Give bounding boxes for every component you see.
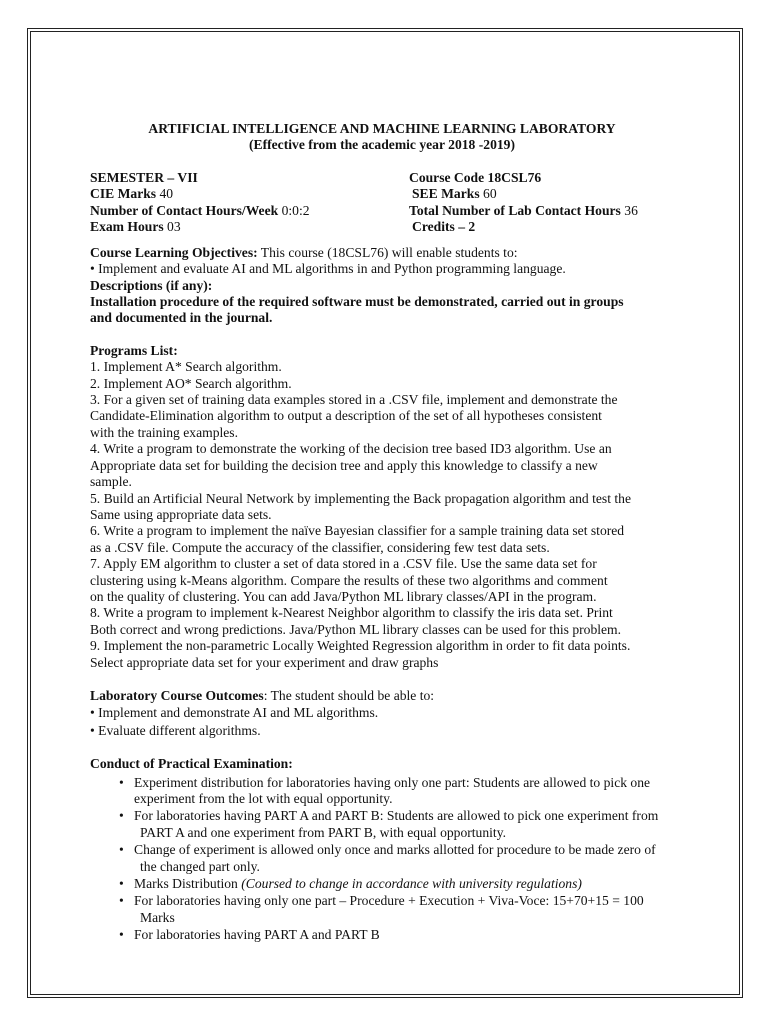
objective-bullet: • Implement and evaluate AI and ML algorithms in and Python programming language. bbox=[90, 261, 566, 277]
list-item: • For laboratories having PART A and PART B: Students are allowed to pick one experiment from PART A and one experiment from PART B, with equal opportunity. bbox=[119, 808, 659, 840]
bullet-icon: • bbox=[119, 893, 124, 909]
bullet-icon: • bbox=[119, 927, 124, 943]
list-item: • Change of experiment is allowed only once and marks allotted for procedure to be made zero of the changed part only. bbox=[119, 842, 656, 874]
outcome-bullet: • Implement and demonstrate AI and ML algorithms. bbox=[90, 705, 379, 721]
list-item: • For laboratories having PART A and PART B bbox=[119, 927, 380, 943]
programs-heading: Programs List: bbox=[90, 342, 178, 358]
bullet-icon: • bbox=[119, 808, 124, 824]
meta-row bbox=[90, 170, 690, 186]
outcomes-section bbox=[90, 688, 690, 739]
program-line: sample. bbox=[90, 474, 132, 490]
list-item: • Experiment distribution for laboratories having only one part: Students are allowed to pick one experiment from the lot with equal opportunity. bbox=[119, 774, 651, 806]
list-item: • For laboratories having only one part – Procedure + Execution + Viva-Voce: 15+70+15 = 100 Marks bbox=[119, 893, 644, 925]
program-line: 7. Apply EM algorithm to cluster a set of data stored in a .CSV file. Use the same data set for bbox=[90, 556, 597, 572]
see-marks: SEE Marks 60 bbox=[412, 186, 497, 202]
programs-section bbox=[90, 343, 690, 671]
program-line: 8. Write a program to implement k-Nearest Neighbor algorithm to classify the iris data set. Print bbox=[90, 605, 613, 621]
program-line: 4. Write a program to demonstrate the working of the decision tree based ID3 algorithm. Use an bbox=[90, 441, 612, 457]
programs-list bbox=[90, 359, 690, 671]
objectives-line: Course Learning Objectives: This course (18CSL76) will enable students to: bbox=[90, 244, 518, 260]
cie-marks: CIE Marks 40 bbox=[90, 186, 174, 202]
document-page bbox=[90, 121, 690, 944]
program-line: clustering using k-Means algorithm. Compare the results of these two algorithms and comment bbox=[90, 572, 608, 588]
objectives-section bbox=[90, 245, 690, 327]
meta-row bbox=[90, 219, 690, 235]
meta-row bbox=[90, 203, 690, 219]
program-line: Appropriate data set for building the decision tree and apply this knowledge to classify a new bbox=[90, 457, 598, 473]
program-line: 9. Implement the non-parametric Locally Weighted Regression algorithm in order to fit data points. bbox=[90, 638, 631, 654]
course-meta bbox=[90, 170, 690, 236]
program-line: 3. For a given set of training data examples stored in a .CSV file, implement and demonstrate the bbox=[90, 392, 618, 408]
bullet-icon: • bbox=[119, 842, 124, 858]
program-line: 2. Implement AO* Search algorithm. bbox=[90, 375, 292, 391]
program-line: 6. Write a program to implement the naïve Bayesian classifier for a sample training data set stored bbox=[90, 523, 625, 539]
lab-contact-hours: Total Number of Lab Contact Hours 36 bbox=[409, 202, 638, 218]
program-line: Same using appropriate data sets. bbox=[90, 506, 272, 522]
program-line: on the quality of clustering. You can add Java/Python ML library classes/API in the program. bbox=[90, 588, 597, 604]
conduct-section bbox=[90, 756, 690, 943]
program-line: Select appropriate data set for your experiment and draw graphs bbox=[90, 654, 439, 670]
course-code: Course Code 18CSL76 bbox=[409, 169, 542, 185]
subtitle-line: (Effective from the academic year 2018 -2019) bbox=[249, 137, 515, 153]
conduct-heading: Conduct of Practical Examination: bbox=[90, 756, 293, 772]
outcomes-line: Laboratory Course Outcomes: The student should be able to: bbox=[90, 687, 435, 703]
bullet-icon: • bbox=[119, 774, 124, 790]
exam-hours: Exam Hours 03 bbox=[90, 219, 181, 234]
document-title bbox=[82, 121, 682, 154]
description-text: and documented in the journal. bbox=[90, 310, 273, 326]
program-line: Candidate-Elimination algorithm to output a description of the set of all hypotheses consistent bbox=[90, 408, 602, 424]
outcome-bullet: • Evaluate different algorithms. bbox=[90, 722, 261, 738]
semester-label: SEMESTER – VII bbox=[90, 169, 198, 185]
conduct-list bbox=[90, 775, 690, 944]
program-line: 5. Build an Artificial Neural Network by implementing the Back propagation algorithm and test the bbox=[90, 490, 631, 506]
program-line: with the training examples. bbox=[90, 424, 238, 440]
bullet-icon: • bbox=[119, 876, 124, 892]
program-line: 1. Implement A* Search algorithm. bbox=[90, 359, 282, 375]
program-line: as a .CSV file. Compute the accuracy of the classifier, considering few test data sets. bbox=[90, 539, 550, 555]
descriptions-label: Descriptions (if any): bbox=[90, 277, 213, 293]
list-item: • Marks Distribution (Coursed to change in accordance with university regulations) bbox=[119, 876, 582, 892]
title-line: ARTIFICIAL INTELLIGENCE AND MACHINE LEARNING LABORATORY bbox=[148, 121, 616, 136]
credits: Credits – 2 bbox=[412, 219, 476, 234]
meta-row bbox=[90, 186, 690, 202]
description-text: Installation procedure of the required software must be demonstrated, carried out in groups bbox=[90, 294, 624, 310]
program-line: Both correct and wrong predictions. Java/Python ML library classes can be used for this problem. bbox=[90, 621, 622, 637]
contact-hours: Number of Contact Hours/Week 0:0:2 bbox=[90, 202, 310, 218]
